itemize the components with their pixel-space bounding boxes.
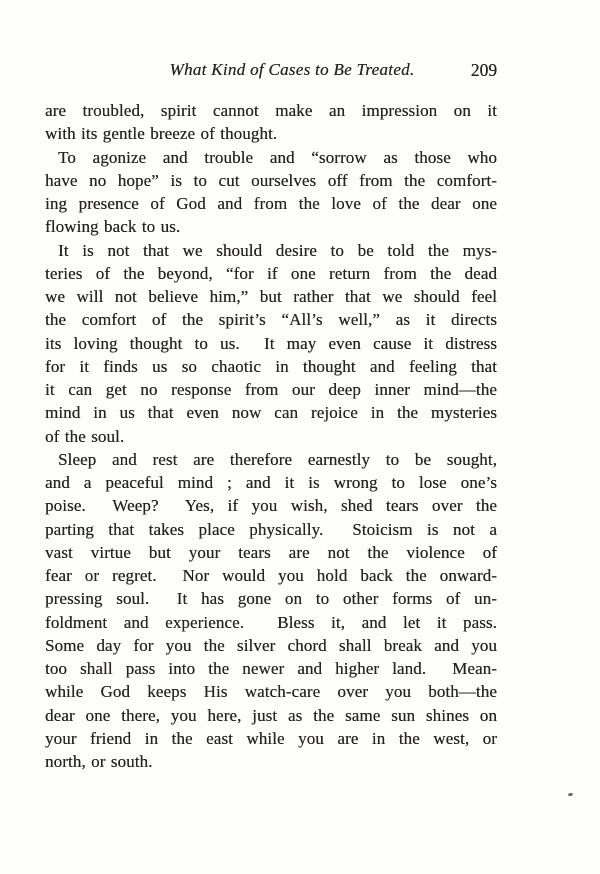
text-line: its loving thought to us. It may even cause it distress bbox=[45, 333, 497, 353]
text-line: It is not that we should desire to be told the mys- bbox=[58, 240, 497, 260]
text-line: parting that takes place physically. Stoicism is not a bbox=[45, 519, 497, 539]
text-line: vast virtue but your tears are not the violence of bbox=[45, 542, 497, 562]
text-line: we will not believe him,” but rather that we should feel bbox=[45, 287, 497, 306]
text-line: ing presence of God and from the love of the dear one bbox=[45, 194, 497, 213]
paragraph bbox=[45, 239, 497, 448]
text-line: teries of the beyond, “for if one return from the dead bbox=[45, 263, 497, 283]
text-line: the comfort of the spirit’s “All’s well,” as it directs bbox=[45, 310, 497, 330]
paragraph bbox=[45, 99, 497, 146]
text-line: Sleep and rest are therefore earnestly to be sought, bbox=[58, 449, 497, 469]
text-line: fear or regret. Nor would you hold back the onward- bbox=[45, 566, 497, 585]
text-line: poise. Weep? Yes, if you wish, shed tears over the bbox=[45, 496, 497, 516]
text-line: dear one there, you here, just as the same sun shines on bbox=[45, 705, 497, 725]
text-line: for it finds us so chaotic in thought and feeling that bbox=[45, 356, 497, 376]
text-line: To agonize and trouble and “sorrow as those who bbox=[58, 147, 497, 167]
text-line: are troubled, spirit cannot make an impression on it bbox=[45, 101, 497, 120]
text-line: it can get no response from our deep inner mind—the bbox=[45, 380, 497, 399]
text-line: pressing soul. It has gone on to other forms of un- bbox=[45, 589, 497, 609]
paragraph bbox=[45, 448, 497, 774]
text-line: too shall pass into the newer and higher land. Mean- bbox=[45, 659, 497, 678]
text-line: of the soul. bbox=[45, 426, 125, 446]
text-line: foldment and experience. Bless it, and let it pass. bbox=[45, 612, 497, 632]
paragraph bbox=[45, 146, 497, 239]
text-line: with its gentle breeze of thought. bbox=[45, 124, 278, 144]
text-line: mind in us that even now can rejoice in the mysteries bbox=[45, 403, 497, 423]
running-title: What Kind of Cases to Be Treated. bbox=[169, 60, 415, 79]
text-line: north, or south. bbox=[45, 752, 153, 771]
scan-speck bbox=[568, 793, 574, 797]
text-line: your friend in the east while you are in the west, or bbox=[45, 728, 497, 748]
text-line: have no hope” is to cut ourselves off from the comfort- bbox=[45, 170, 497, 190]
text-line: and a peaceful mind ; and it is wrong to lose one’s bbox=[45, 473, 497, 492]
page-number: 209 bbox=[470, 60, 497, 80]
page-body bbox=[45, 99, 497, 773]
running-head bbox=[45, 58, 497, 84]
text-line: while God keeps His watch-care over you both—the bbox=[45, 682, 497, 702]
text-line: flowing back to us. bbox=[45, 217, 181, 237]
text-line: Some day for you the silver chord shall break and you bbox=[45, 635, 497, 655]
